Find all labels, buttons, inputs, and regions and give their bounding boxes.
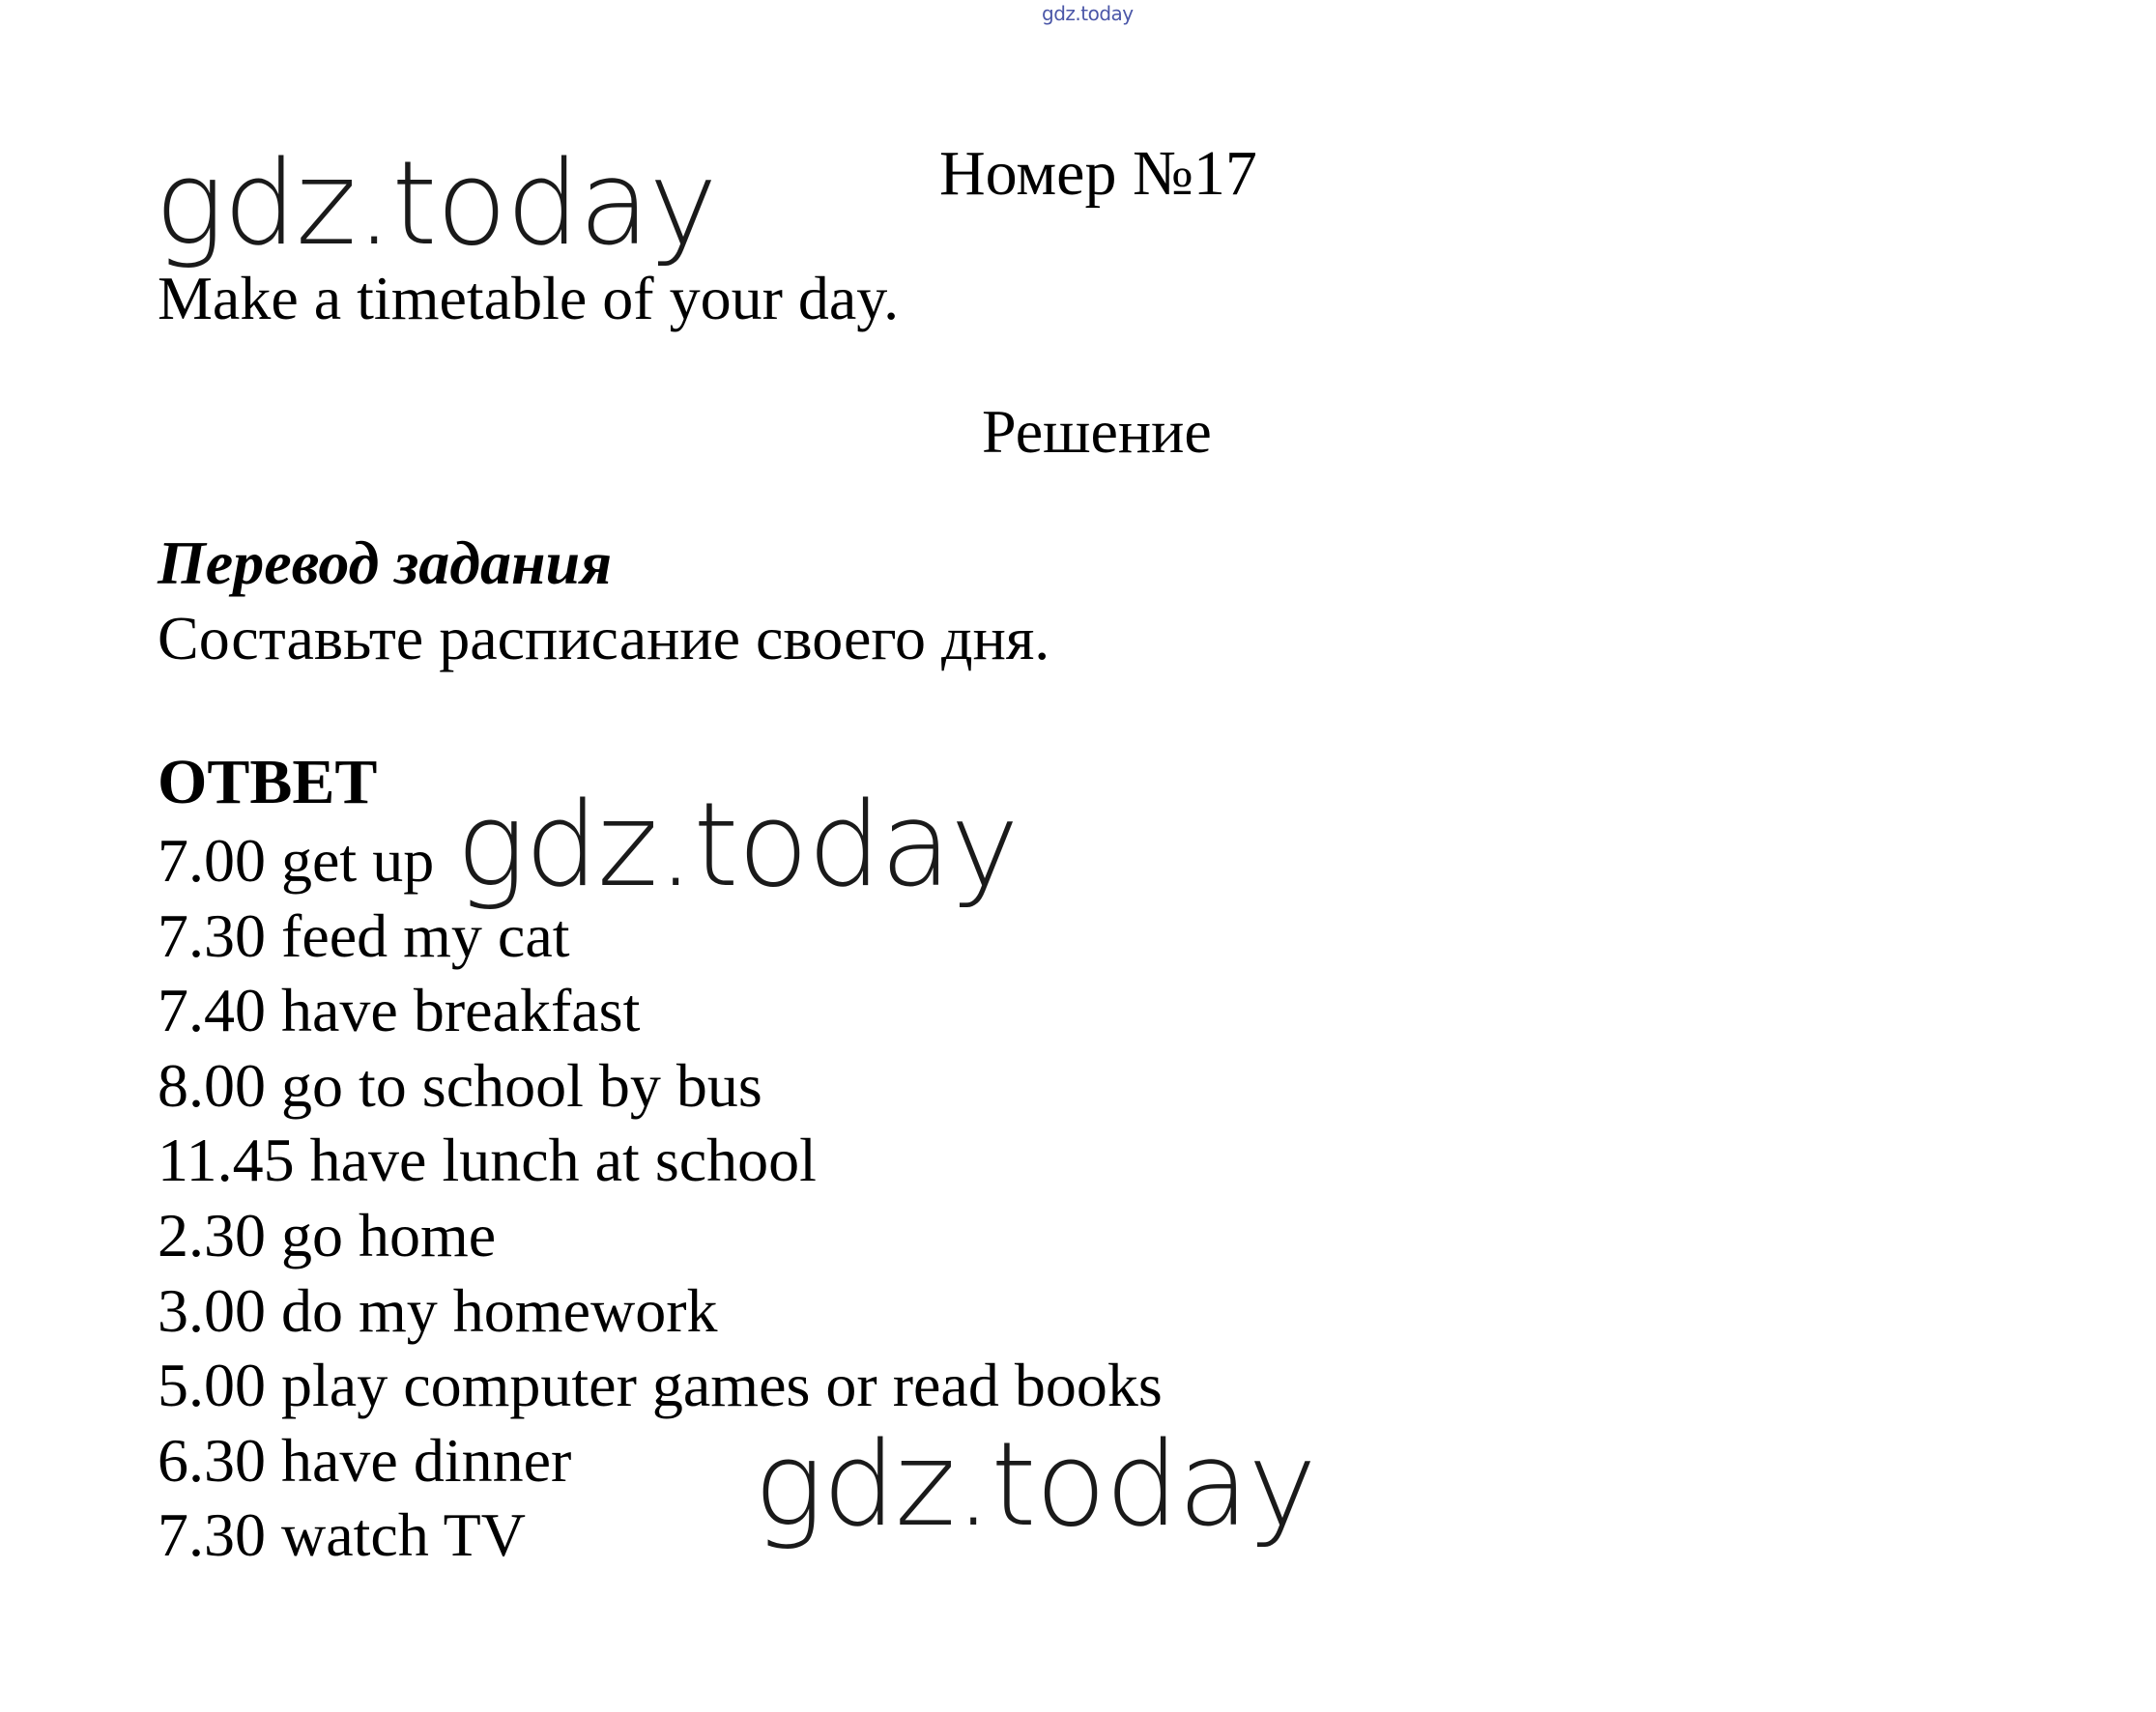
translation-text: Составьте расписание своего дня. (158, 604, 1050, 672)
answer-item: 7.30 feed my cat (158, 900, 570, 970)
problem-number: Номер №17 (939, 138, 1257, 209)
answer-item: 11.45 have lunch at school (158, 1126, 817, 1195)
answer-heading: ОТВЕТ (158, 747, 378, 817)
answer-item: 6.30 have dinner (158, 1425, 572, 1495)
site-watermark-logo: gdz.today (456, 779, 1019, 913)
site-watermark-logo: gdz.today (155, 137, 717, 271)
site-watermark-small: gdz.today (1042, 2, 1134, 25)
answer-item: 7.40 have breakfast (158, 976, 641, 1045)
answer-item: 7.00 get up (158, 826, 435, 895)
site-watermark-logo: gdz.today (754, 1418, 1316, 1553)
answer-item: 2.30 go home (158, 1200, 497, 1270)
answer-item: 7.30 watch TV (158, 1500, 526, 1570)
answer-item: 3.00 do my homework (158, 1275, 718, 1345)
translation-heading: Перевод задания (158, 528, 613, 597)
answer-item: 5.00 play computer games or read books (158, 1351, 1163, 1420)
answer-item: 8.00 go to school by bus (158, 1050, 762, 1120)
task-text: Make a timetable of your day. (158, 264, 900, 332)
solution-heading: Решение (982, 397, 1212, 466)
